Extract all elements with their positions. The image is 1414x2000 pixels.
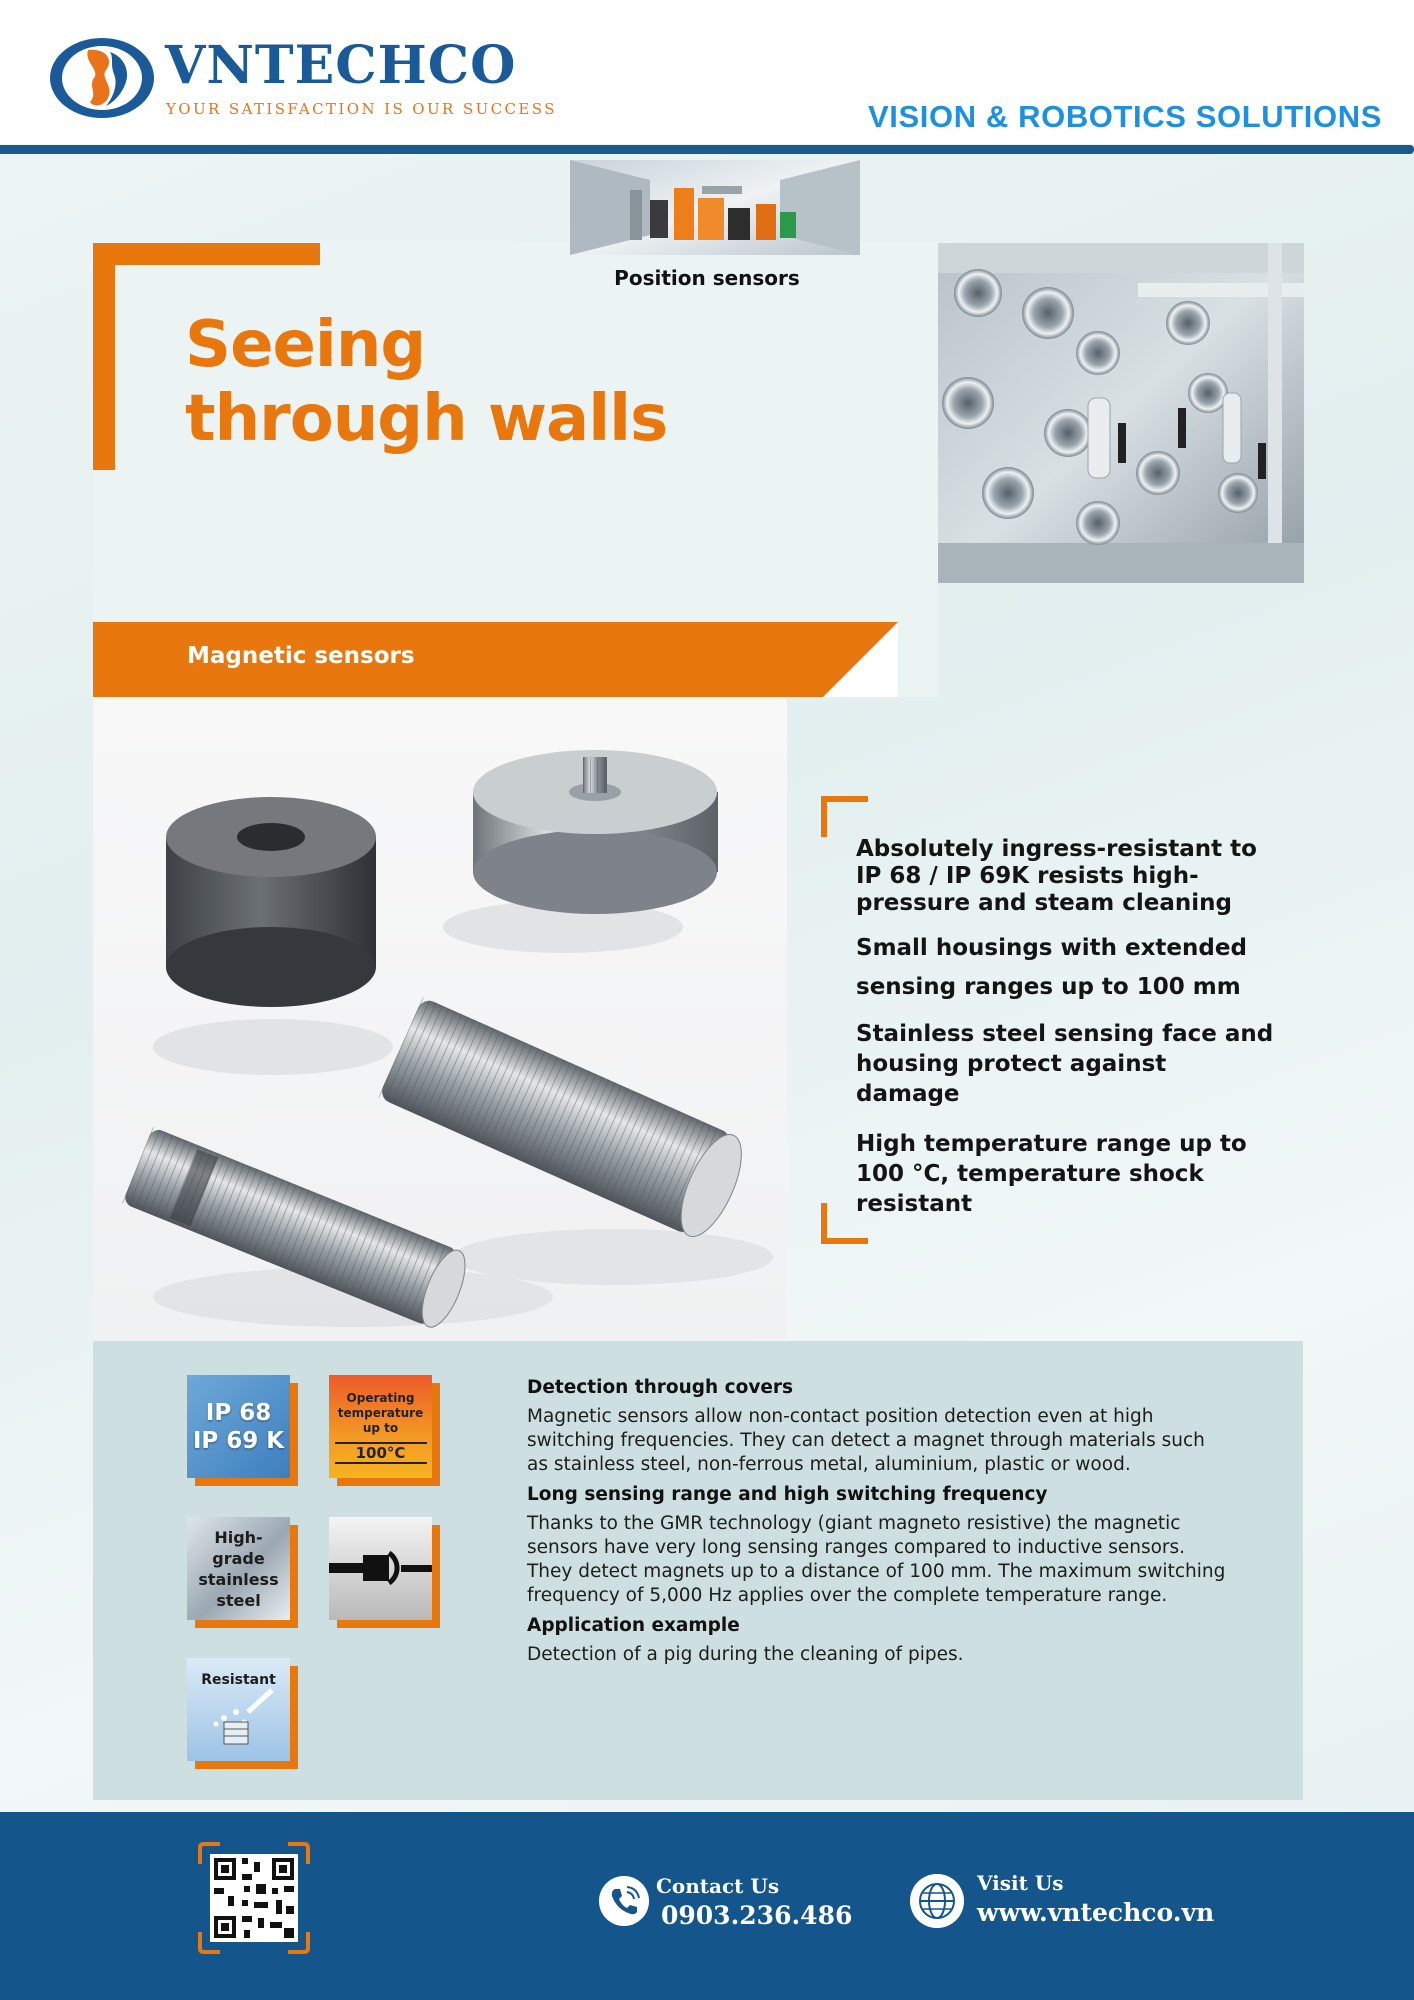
steel-line-1: High- <box>214 1527 263 1547</box>
feature-item: Stainless steel sensing face and housing protect against damage <box>856 1021 1274 1107</box>
brand-tagline: YOUR SATISFACTION IS OUR SUCCESS <box>166 100 557 118</box>
pipe-valves-photo <box>938 243 1304 583</box>
phone-icon[interactable] <box>599 1876 649 1926</box>
temp-value: 100°C <box>335 1442 427 1464</box>
temp-line-1: Operating <box>346 1391 415 1405</box>
temp-line-3: up to <box>362 1421 399 1435</box>
connector-icon <box>329 1517 432 1620</box>
qr-code-icon[interactable] <box>196 1840 312 1956</box>
header-divider <box>0 145 1414 154</box>
water-spray-icon <box>194 1688 284 1748</box>
steel-line-4: steel <box>216 1590 261 1610</box>
title-line-1: Seeing <box>185 308 426 382</box>
info-paragraph: Detection of a pig during the cleaning of pipes. <box>527 1644 964 1665</box>
globe-icon[interactable] <box>910 1874 964 1928</box>
brand-name: VNTECHCO <box>165 35 517 96</box>
spray-resistant-icon <box>187 1658 290 1761</box>
info-text-block <box>527 1376 1227 1673</box>
temperature-icon <box>329 1375 432 1478</box>
visit-label: Visit Us <box>977 1871 1064 1895</box>
stainless-steel-icon <box>187 1517 290 1620</box>
website-link[interactable]: www.vntechco.vn <box>977 1898 1215 1927</box>
contact-phone[interactable]: 0903.236.486 <box>661 1901 853 1930</box>
header-slogan: VISION & ROBOTICS SOLUTIONS <box>868 99 1382 134</box>
page-title <box>185 308 667 456</box>
steel-line-3: stainless <box>198 1569 279 1589</box>
vntechco-logo-icon <box>48 36 156 120</box>
feature-item: Small housings with extended sensing ranges up to 100 mm <box>856 935 1247 1000</box>
steel-line-2: grade <box>212 1548 265 1568</box>
ip-line-1: IP 68 <box>205 1399 272 1426</box>
resistant-label: Resistant <box>201 1672 276 1688</box>
category-label: Magnetic sensors <box>187 643 415 669</box>
magnetic-sensors-photo <box>93 697 787 1340</box>
feature-item: Absolutely ingress-resistant to IP 68 / IP 69K resists high-pressure and steam cleaning <box>856 836 1257 916</box>
title-bracket-top <box>93 243 320 265</box>
info-paragraph: Magnetic sensors allow non-contact position detection even at high switching frequencies. They can detect a magnet through materials such as stainless steel, non-ferrous metal, aluminium, plastic or wood. <box>527 1406 1205 1475</box>
contact-label: Contact Us <box>656 1874 780 1898</box>
position-sensors-thumbnail <box>570 160 860 255</box>
thumbnail-caption: Position sensors <box>614 266 800 290</box>
ip-rating-icon <box>187 1375 290 1478</box>
ip-line-2: IP 69 K <box>192 1427 285 1454</box>
feature-list <box>856 836 1276 1231</box>
temp-line-2: temperature <box>337 1406 424 1420</box>
info-heading: Detection through covers <box>527 1377 794 1398</box>
info-heading: Long sensing range and high switching frequency <box>527 1484 1048 1505</box>
info-heading: Application example <box>527 1615 740 1636</box>
feature-item: High temperature range up to 100 °C, temperature shock resistant <box>856 1131 1247 1217</box>
title-line-2: through walls <box>185 382 668 456</box>
info-paragraph: Thanks to the GMR technology (giant magneto resistive) the magnetic sensors have very long sensing ranges compared to inductive sensors. They detect magnets up to a distance of 100 mm. The maximum switching frequency of 5,000 Hz applies over the complete temperature range. <box>527 1513 1226 1606</box>
plug-icon <box>329 1517 432 1620</box>
title-bracket-left <box>93 243 115 470</box>
